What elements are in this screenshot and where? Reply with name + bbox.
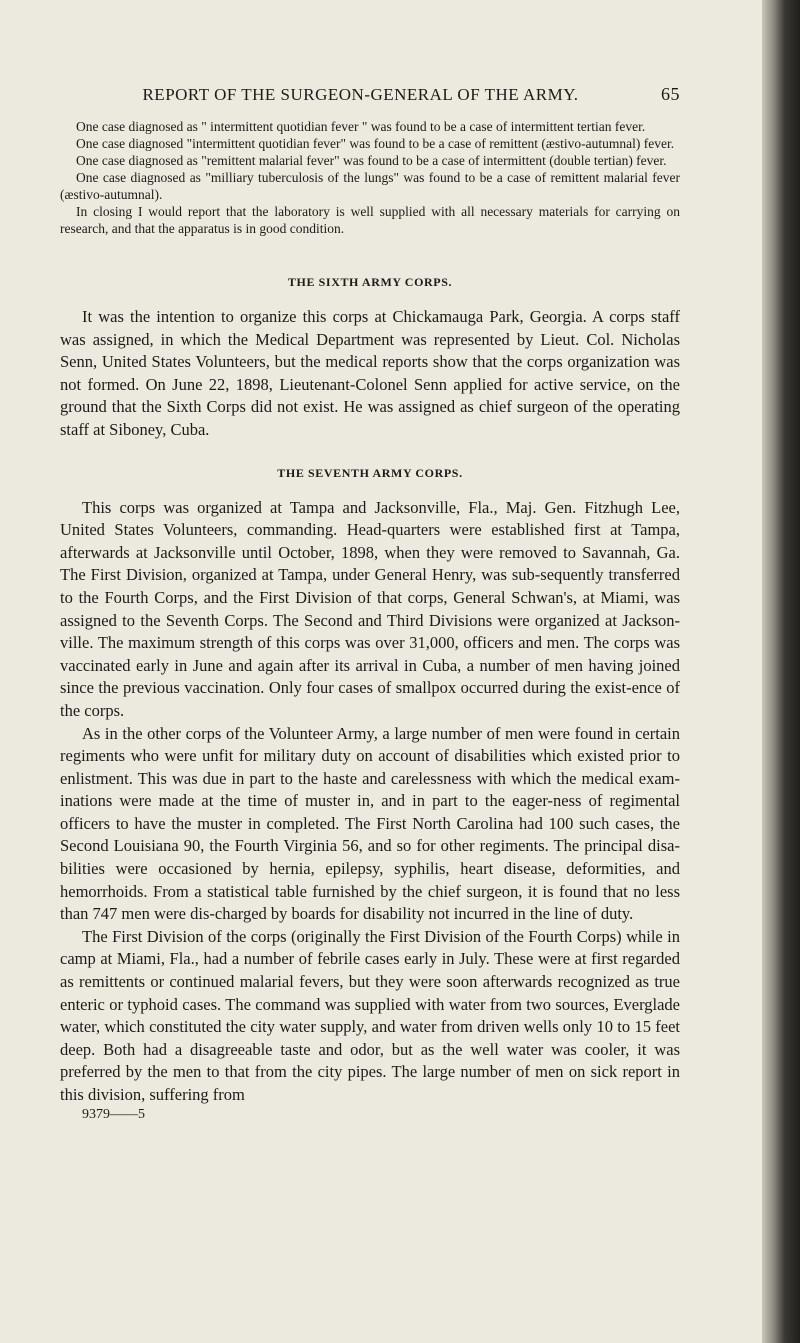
section-body-sixth-corps [60,306,680,442]
body-paragraph: This corps was organized at Tampa and Jacksonville, Fla., Maj. Gen. Fitzhugh Lee, United States Volunteers, commanding. Head-quarters were established first at Tampa, afterwards at Jacksonville until October, 1898, when they were removed to Savannah, Ga. The First Division, organized at Tampa, under General Henry, was sub-sequently transferred to the Fourth Corps, and the First Division of that corps, General Schwan's, at Miami, was assigned to the Seventh Corps. The Second and Third Divisions were organized at Jackson-ville. The maximum strength of this corps was over 31,000, officers and men. The corps was vaccinated early in June and again after its arrival in Cuba, a number of men having joined since the previous vaccination. Only four cases of smallpox occurred during the exist-ence of the corps. [60,497,680,720]
running-title: REPORT OF THE SURGEON-GENERAL OF THE ARMY. [142,85,579,104]
lab-report-notes [60,118,680,237]
body-paragraph: It was the intention to organize this corps at Chickamauga Park, Georgia. A corps staff was assigned, in which the Medical Department was represented by Lieut. Col. Nicholas Senn, United States Volunteers, but the medical reports show that the corps organization was not formed. On June 22, 1898, Lieutenant-Colonel Senn applied for active service, on the ground that the Sixth Corps did not exist. He was assigned as chief surgeon of the operating staff at Siboney, Cuba. [60,307,680,439]
section-body-seventh-corps [60,497,680,1107]
page-content [60,118,680,1123]
section-heading-sixth-corps: THE SIXTH ARMY CORPS. [287,275,453,289]
running-header [60,84,680,105]
body-paragraph: The First Division of the corps (originally the First Division of the Fourth Corps) while in camp at Miami, Fla., had a number of febrile cases early in July. These were at first regarded as remittents or continued malarial fevers, but they were soon afterwards recognized as true enteric or typhoid cases. The command was supplied with water from two sources, Everglade water, which constituted the city water supply, and water from driven wells only 10 to 15 feet deep. Both had a disagreeable taste and odor, but as the well water was cooler, it was preferred by the men to that from the city pipes. The large number of men on sick report in this division, suffering from [60,926,680,1104]
note-paragraph: One case diagnosed as "remittent malarial fever" was found to be a case of intermittent (double tertian) fever. [76,153,667,168]
note-paragraph: In closing I would report that the laboratory is well supplied with all necessary materials for carrying on research, and that the apparatus is in good condition. [60,204,680,236]
note-paragraph: One case diagnosed as " intermittent quotidian fever " was found to be a case of intermittent tertian fever. [76,119,646,134]
book-binding-edge [762,0,800,1343]
section-heading-seventh-corps: THE SEVENTH ARMY CORPS. [277,465,463,480]
body-paragraph: As in the other corps of the Volunteer Army, a large number of men were found in certain regiments who were unfit for military duty on account of disabilities which existed prior to enlistment. This was due in part to the haste and carelessness with which the medical exam-inations were made at the time of muster in, and in part to the eager-ness of regimental officers to have the muster in completed. The First North Carolina had 100 such cases, the Second Louisiana 90, the Fourth Virginia 56, and so for other regiments. The principal disa-bilities were occasioned by hernia, epilepsy, syphilis, heart disease, deformities, and hemorrhoids. From a statistical table furnished by the chief surgeon, it is found that no less than 747 men were dis-charged by boards for disability not incurred in the line of duty. [60,723,680,924]
page-number: 65 [661,84,680,104]
note-paragraph: One case diagnosed "intermittent quotidian fever" was found to be a case of remittent (æstivo-autumnal) fever. [76,136,675,151]
signature-mark: 9379——5 [82,1106,145,1122]
note-paragraph: One case diagnosed as "milliary tuberculosis of the lungs" was found to be a case of remittent malarial fever (æstivo-autumnal). [60,170,680,202]
